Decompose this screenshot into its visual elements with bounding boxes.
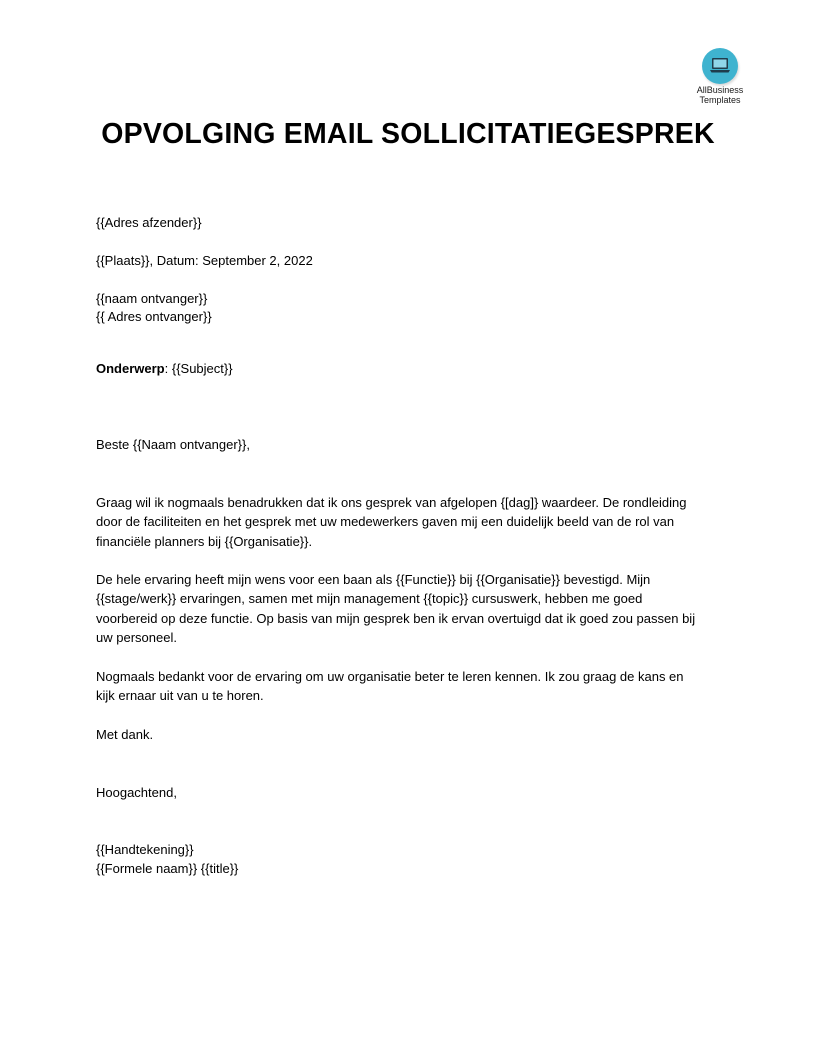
- paragraph-line: door de faciliteiten en het gesprek met uw medewerkers gaven mij een duidelijk beeld van de rol van: [96, 514, 675, 530]
- logo-badge: [702, 48, 738, 84]
- allbusiness-templates-logo: [688, 48, 752, 105]
- greeting: Beste {{Naam ontvanger}},: [96, 437, 250, 452]
- subject-label: Onderwerp: [96, 361, 165, 376]
- paragraph-line: Graag wil ik nogmaals benadrukken dat ik ons gesprek van afgelopen {[dag]} waardeer. De rondleiding: [96, 495, 687, 510]
- paragraph-1: [96, 493, 736, 551]
- paragraph-3: [96, 667, 736, 706]
- subject-line: [96, 359, 736, 378]
- thanks-line: Met dank.: [96, 727, 154, 742]
- paragraph-line: kijk ernaar uit van u te horen.: [96, 688, 264, 704]
- paragraph-line: voorbereid op deze functie. Op basis van mijn gesprek ben ik ervan overtuigd dat ik goed zou passen bij: [96, 610, 696, 626]
- logo-text-line1: AllBusiness: [696, 85, 744, 95]
- document-title: OPVOLGING EMAIL SOLLICITATIEGESPREK: [101, 118, 715, 150]
- paragraph-line: uw personeel.: [96, 630, 177, 646]
- subject-value: : {{Subject}}: [164, 361, 233, 376]
- paragraph-2: [96, 570, 736, 648]
- place-date: {{Plaats}}, Datum: September 2, 2022: [96, 253, 313, 268]
- logo-text: [688, 85, 752, 105]
- logo-text-line2: Templates: [699, 95, 741, 105]
- recipient-name: {{naam ontvanger}}: [96, 291, 208, 306]
- paragraph-line: De hele ervaring heeft mijn wens voor een baan als {{Functie}} bij {{Organisatie}} bevestigd. Mijn: [96, 572, 651, 587]
- closing-line: Hoogachtend,: [96, 785, 177, 800]
- paragraph-line: Nogmaals bedankt voor de ervaring om uw organisatie beter te leren kennen. Ik zou graag de kans en: [96, 669, 684, 684]
- laptop-icon: [709, 57, 731, 74]
- sender-address: {{Adres afzender}}: [96, 215, 202, 230]
- paragraph-line: financiële planners bij {{Organisatie}}.: [96, 533, 313, 549]
- signature-placeholder: {{Handtekening}}: [96, 842, 194, 857]
- paragraph-line: {{stage/werk}} ervaringen, samen met mijn management {{topic}} cursuswerk, hebben me goed: [96, 591, 643, 607]
- formal-name-title: {{Formele naam}} {{title}}: [96, 861, 239, 876]
- recipient-address: {{ Adres ontvanger}}: [96, 309, 212, 324]
